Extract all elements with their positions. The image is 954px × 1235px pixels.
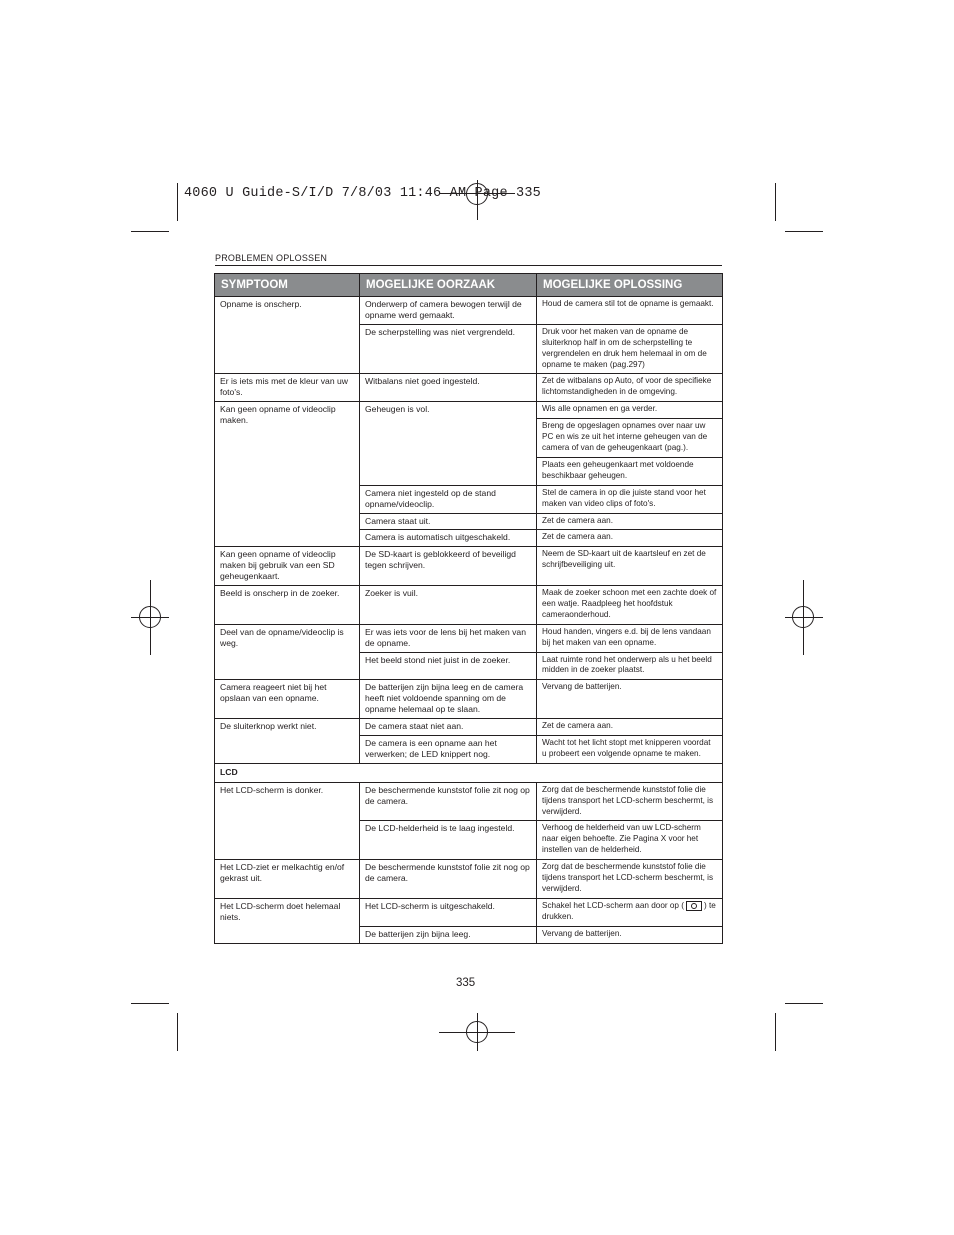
- solution-cell: Maak de zoeker schoon met een zachte doek of een watje. Raadpleeg het hoofdstuk cameraonderhoud.: [537, 586, 723, 625]
- solution-cell: Stel de camera in op die juiste stand voor het maken van video clips of foto's.: [537, 485, 723, 513]
- solution-cell: Laat ruimte rond het onderwerp als u het beeld midden in de zoeker plaatst.: [537, 652, 723, 680]
- cause-cell: De batterijen zijn bijna leeg en de camera heeft niet voldoende spanning om de opname helemaal op te slaan.: [360, 680, 537, 719]
- registration-mark-icon: [139, 606, 161, 628]
- table-row: [215, 402, 723, 419]
- cause-cell: Zoeker is vuil.: [360, 586, 537, 625]
- solution-cell: Druk voor het maken van de opname de sluiterknop half in om de scherpstelling te vergrendelen en druk hem helemaal in om de opname te maken (pag.297): [537, 324, 723, 374]
- solution-cell: Zet de witbalans op Auto, of voor de specifieke lichtomstandigheden in de omgeving.: [537, 374, 723, 402]
- symptom-cell: Het LCD-ziet er melkachtig en/of gekrast uit.: [215, 860, 360, 899]
- page-number: 335: [456, 977, 476, 989]
- solution-cell: Wis alle opnamen en ga verder.: [537, 402, 723, 419]
- symptom-cell: Het LCD-scherm doet helemaal niets.: [215, 898, 360, 943]
- crop-mark: [785, 231, 823, 232]
- solution-cell: Wacht tot het licht stopt met knipperen voordat u probeert een volgende opname te maken.: [537, 736, 723, 764]
- solution-cell: Zorg dat de beschermende kunststof folie die tijdens transport het LCD-scherm beschermt, is verwijderd.: [537, 782, 723, 821]
- crop-mark: [785, 1003, 823, 1004]
- registration-mark-icon: [792, 606, 814, 628]
- header-rule: [215, 265, 722, 266]
- crop-mark: [131, 1003, 169, 1004]
- cause-cell: De batterijen zijn bijna leeg.: [360, 926, 537, 943]
- symptom-cell: Kan geen opname of videoclip maken bij gebruik van een SD geheugenkaart.: [215, 547, 360, 586]
- cause-cell: Onderwerp of camera bewogen terwijl de opname werd gemaakt.: [360, 297, 537, 325]
- table-row: [215, 374, 723, 402]
- table-row: [215, 898, 723, 926]
- column-header-symptom: SYMPTOOM: [215, 274, 360, 297]
- solution-cell: Houd de camera stil tot de opname is gemaakt.: [537, 297, 723, 325]
- symptom-cell: Het LCD-scherm is donker.: [215, 782, 360, 859]
- solution-cell: Breng de opgeslagen opnames over naar uw PC en wis ze uit het interne geheugen van de camera of van de geheugenkaart (pag.).: [537, 419, 723, 458]
- cause-cell: Witbalans niet goed ingesteld.: [360, 374, 537, 402]
- table-row: [215, 297, 723, 325]
- registration-mark-icon: [466, 1021, 488, 1043]
- solution-cell: Zet de camera aan.: [537, 530, 723, 547]
- symptom-cell: Camera reageert niet bij het opslaan van een opname.: [215, 680, 360, 719]
- table-header-row: [215, 274, 723, 297]
- solution-cell: Zorg dat de beschermende kunststof folie die tijdens transport het LCD-scherm beschermt, is verwijderd.: [537, 860, 723, 899]
- table-row: [215, 719, 723, 736]
- table-row: [215, 586, 723, 625]
- symptom-cell: Er is iets mis met de kleur van uw foto's.: [215, 374, 360, 402]
- crop-mark: [177, 183, 178, 221]
- crop-mark: [775, 183, 776, 221]
- section-header: PROBLEMEN OPLOSSEN: [215, 253, 328, 263]
- solution-cell: [537, 898, 723, 926]
- solution-cell: Plaats een geheugenkaart met voldoende beschikbaar geheugen.: [537, 457, 723, 485]
- cause-cell: Het LCD-scherm is uitgeschakeld.: [360, 898, 537, 926]
- solution-text-post: ) te drukken.: [542, 901, 716, 921]
- table-row: [215, 680, 723, 719]
- column-header-cause: MOGELIJKE OORZAAK: [360, 274, 537, 297]
- column-header-solution: MOGELIJKE OPLOSSING: [537, 274, 723, 297]
- cause-cell: Camera niet ingesteld op de stand opname/videoclip.: [360, 485, 537, 513]
- cause-cell: De SD-kaart is geblokkeerd of beveiligd tegen schrijven.: [360, 547, 537, 586]
- table-section-row: [215, 763, 723, 782]
- solution-cell: Verhoog de helderheid van uw LCD-scherm naar eigen behoefte. Zie Pagina X voor het instellen van de helderheid.: [537, 821, 723, 860]
- cause-cell: Geheugen is vol.: [360, 402, 537, 485]
- cause-cell: Camera staat uit.: [360, 513, 537, 530]
- symptom-cell: Kan geen opname of videoclip maken.: [215, 402, 360, 547]
- table-row: [215, 860, 723, 899]
- cause-cell: Er was iets voor de lens bij het maken van de opname.: [360, 624, 537, 652]
- print-slug: 4060 U Guide-S/I/D 7/8/03 11:46 AM Page 335: [184, 186, 541, 201]
- crop-mark: [775, 1013, 776, 1051]
- symptom-cell: Beeld is onscherp in de zoeker.: [215, 586, 360, 625]
- display-button-icon: [686, 901, 702, 911]
- symptom-cell: De sluiterknop werkt niet.: [215, 719, 360, 764]
- table-row: [215, 547, 723, 586]
- crop-mark: [131, 231, 169, 232]
- symptom-cell: Opname is onscherp.: [215, 297, 360, 374]
- cause-cell: De beschermende kunststof folie zit nog op de camera.: [360, 860, 537, 899]
- cause-cell: Camera is automatisch uitgeschakeld.: [360, 530, 537, 547]
- cause-cell: De camera staat niet aan.: [360, 719, 537, 736]
- solution-cell: Houd handen, vingers e.d. bij de lens vandaan bij het maken van een opname.: [537, 624, 723, 652]
- table-row: [215, 782, 723, 821]
- solution-text-pre: Schakel het LCD-scherm aan door op (: [542, 901, 684, 911]
- solution-cell: Neem de SD-kaart uit de kaartsleuf en zet de schrijfbeveiliging uit.: [537, 547, 723, 586]
- cause-cell: De LCD-helderheid is te laag ingesteld.: [360, 821, 537, 860]
- section-label-lcd: LCD: [215, 763, 723, 782]
- solution-cell: Vervang de batterijen.: [537, 926, 723, 943]
- crop-mark: [177, 1013, 178, 1051]
- solution-cell: Zet de camera aan.: [537, 513, 723, 530]
- troubleshooting-table: [214, 273, 723, 944]
- symptom-cell: Deel van de opname/videoclip is weg.: [215, 624, 360, 680]
- cause-cell: De scherpstelling was niet vergrendeld.: [360, 324, 537, 374]
- solution-cell: Zet de camera aan.: [537, 719, 723, 736]
- cause-cell: De camera is een opname aan het verwerken; de LED knippert nog.: [360, 736, 537, 764]
- cause-cell: Het beeld stond niet juist in de zoeker.: [360, 652, 537, 680]
- table-row: [215, 624, 723, 652]
- solution-cell: Vervang de batterijen.: [537, 680, 723, 719]
- cause-cell: De beschermende kunststof folie zit nog op de camera.: [360, 782, 537, 821]
